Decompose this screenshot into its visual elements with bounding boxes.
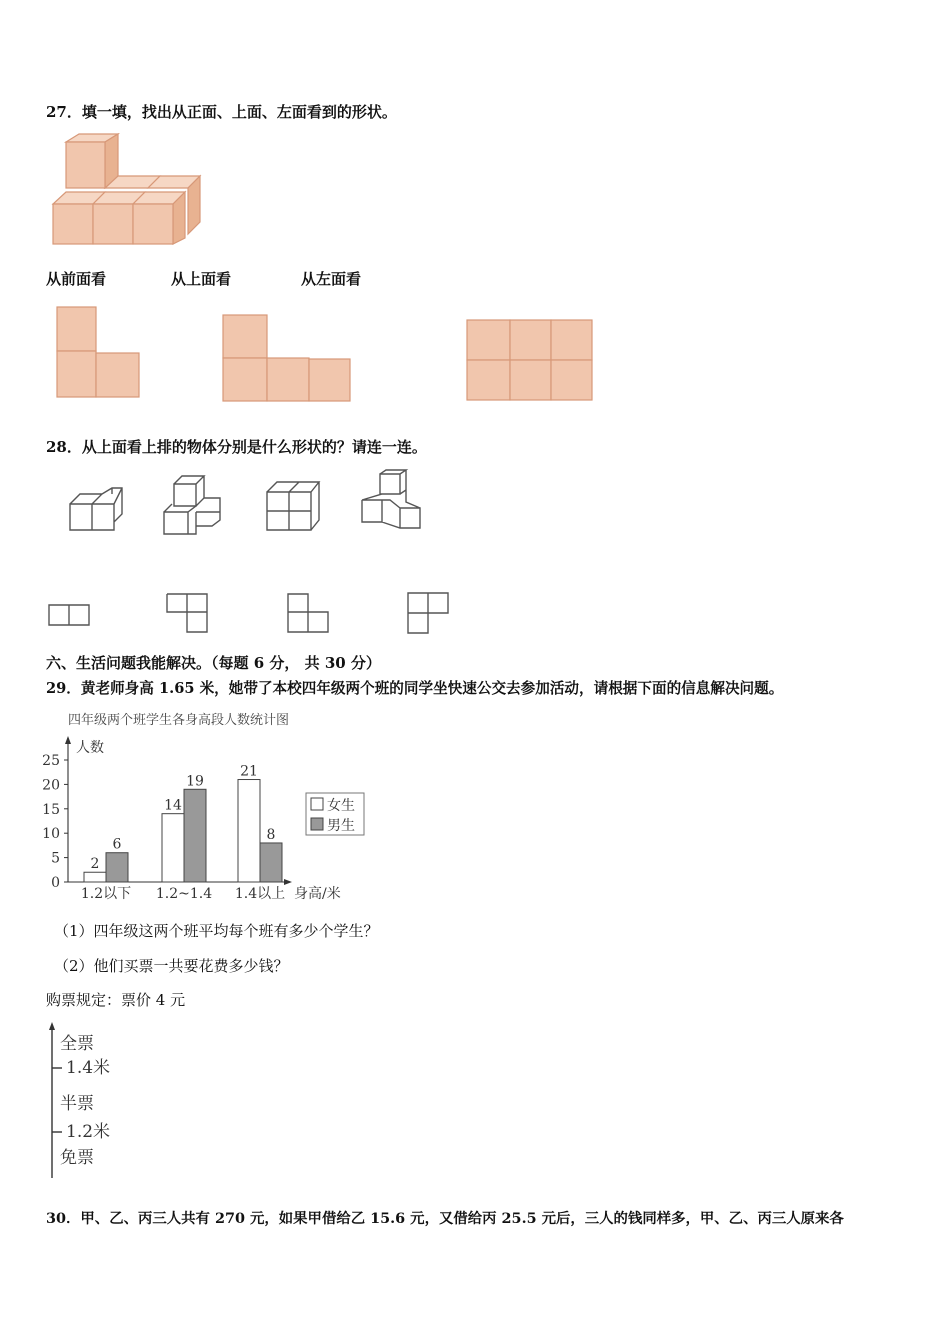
bar-value-label: 2	[90, 856, 100, 873]
legend-label-girls: 女生	[327, 798, 355, 814]
y-tick-label: 10	[42, 826, 60, 843]
x-axis-label: 身高/米	[294, 886, 341, 902]
bar-value-label: 21	[240, 763, 258, 780]
ticket-free: 免票	[60, 1148, 94, 1168]
q27-cube-figure	[48, 134, 208, 249]
bar-value-label: 8	[266, 826, 276, 843]
y-axis-arrow	[65, 736, 71, 744]
object-1	[68, 488, 124, 534]
q29-title: 29．黄老师身高 1.65 米，她带了本校四年级两个班的同学坐快速公交去参加活动，请根据下面的信息解决问题。	[46, 680, 784, 697]
view-label-front: 从前面看	[46, 270, 107, 288]
q29-sub1: （1）四年级这两个班平均每个班有多少个学生？	[54, 922, 379, 940]
bar-value-label: 6	[112, 836, 122, 853]
bar-girls	[162, 814, 184, 882]
q28-title: 28．从上面看上排的物体分别是什么形状的？请连一连。	[46, 438, 427, 456]
ticket-rule: 购票规定：票价 4 元	[46, 991, 186, 1009]
y-tick-label: 15	[42, 801, 60, 818]
bar-boys	[184, 789, 206, 882]
bar-value-label: 19	[186, 773, 204, 790]
bar-boys	[106, 853, 128, 882]
object-4	[360, 470, 424, 534]
ticket-mark-1-4: 1.4米	[66, 1058, 111, 1078]
chart-title: 四年级两个班学生各身高段人数统计图	[68, 713, 290, 728]
y-tick-label: 5	[51, 850, 60, 867]
bar-girls	[84, 872, 106, 882]
left-view-shape	[466, 319, 594, 401]
top-view-shape	[222, 314, 352, 402]
bar-boys	[260, 843, 282, 882]
y-tick-label: 25	[42, 753, 60, 769]
height-bar-chart	[40, 730, 360, 910]
ticket-full: 全票	[60, 1034, 94, 1054]
bar-girls	[238, 780, 260, 882]
q29-sub2: （2）他们买票一共要花费多少钱？	[54, 957, 289, 975]
category-label: 1.2以下	[80, 886, 132, 902]
section6-title: 六、生活问题我能解决。（每题 6 分， 共 30 分）	[46, 654, 381, 672]
y-tick-label: 0	[51, 875, 60, 891]
top-shape-a	[48, 603, 92, 627]
ticket-half: 半票	[60, 1094, 94, 1114]
legend-label-boys: 男生	[327, 818, 355, 834]
category-label: 1.2~1.4	[155, 886, 213, 902]
view-label-left: 从左面看	[301, 270, 362, 288]
y-axis-label: 人数	[76, 740, 104, 756]
ticket-mark-1-2: 1.2米	[66, 1122, 111, 1142]
legend-swatch-boys	[311, 818, 323, 830]
x-axis-arrow	[284, 879, 292, 885]
top-shape-b	[165, 592, 211, 636]
object-3	[265, 480, 321, 532]
q27-title: 27．填一填，找出从正面、上面、左面看到的形状。	[46, 103, 397, 121]
bar-value-label: 14	[164, 797, 182, 814]
legend-swatch-girls	[311, 798, 323, 810]
front-view-shape	[56, 306, 142, 398]
q30-title: 30．甲、乙、丙三人共有 270 元，如果甲借给乙 15.6 元，又借给丙 25.5 元后，三人的钱同样多，甲、乙、丙三人原来各	[46, 1210, 844, 1227]
top-shape-c	[286, 592, 332, 636]
top-shape-d	[406, 591, 452, 637]
y-tick-label: 20	[42, 777, 60, 794]
object-2	[162, 476, 224, 536]
view-label-top: 从上面看	[171, 270, 232, 288]
category-label: 1.4以上	[234, 886, 286, 902]
